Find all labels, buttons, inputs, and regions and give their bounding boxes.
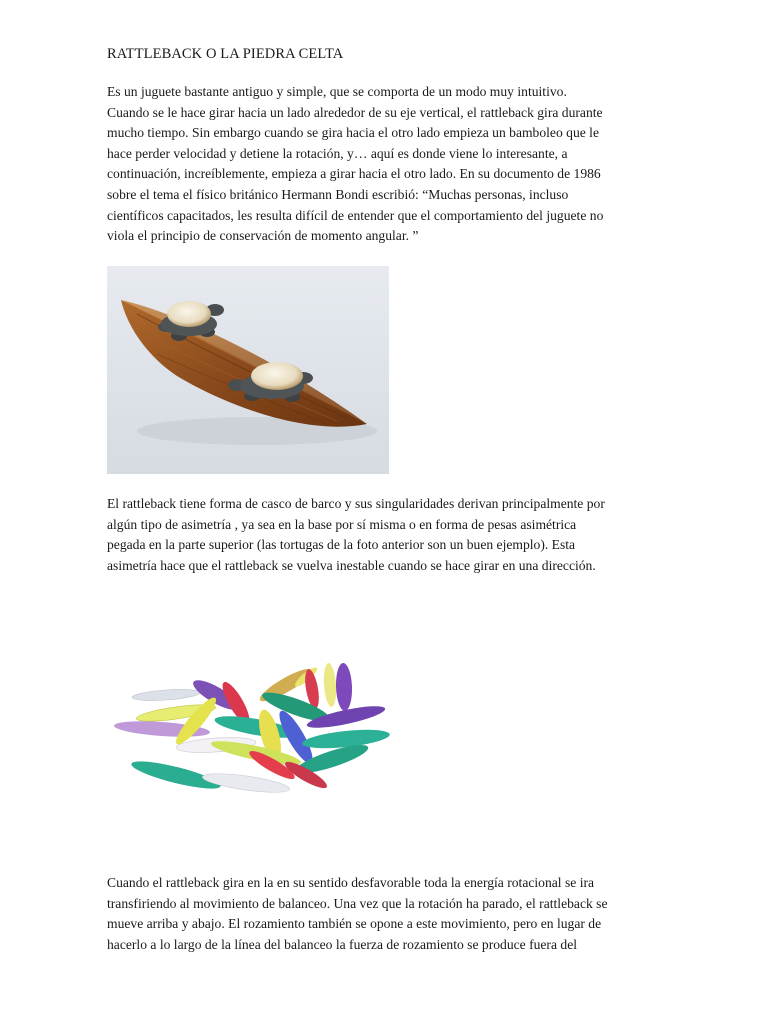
text-line: algún tipo de asimetría , ya sea en la base por sí misma o en forma de pesas asimétrica — [107, 516, 577, 532]
document-title: RATTLEBACK O LA PIEDRA CELTA — [107, 46, 344, 62]
paragraph-energy — [107, 873, 667, 955]
text-line: científicos capacitados, les resulta difícil de entender que el comportamiento del juguete no — [107, 207, 604, 223]
text-line: Cuando el rattleback gira en la en su sentido desfavorable toda la energía rotacional se ira — [107, 875, 595, 890]
paragraph-intro — [107, 82, 667, 247]
text-line: sobre el tema el físico británico Hermann Bondi escribió: “Muchas personas, incluso — [107, 186, 569, 202]
text-line: Cuando se le hace girar hacia un lado alrededor de su eje vertical, el rattleback gira durante — [107, 104, 603, 120]
text-line: El rattleback tiene forma de casco de barco y sus singularidades derivan principalmente por — [107, 496, 605, 511]
wooden-rattleback-photo — [107, 266, 389, 474]
text-line: transfiriendo al movimiento de balanceo. Una vez que la rotación ha parado, el rattleback se — [107, 895, 608, 911]
text-line: asimetría hace que el rattleback se vuelva inestable cuando se hace girar en una dirección. — [107, 557, 596, 573]
colorful-rattlebacks-photo — [106, 655, 390, 800]
text-line: hace perder velocidad y detiene la rotación, y… aquí es donde viene lo interesante, a — [107, 145, 568, 161]
text-line: mueve arriba y abajo. El rozamiento también se opone a este movimiento, pero en lugar de — [107, 916, 602, 932]
text-line: Es un juguete bastante antiguo y simple, que se comporta de un modo muy intuitivo. — [107, 84, 567, 99]
text-line: viola el principio de conservación de momento angular. ” — [107, 228, 419, 244]
text-line: continuación, increíblemente, empieza a girar hacia el otro lado. En su documento de 1986 — [107, 166, 601, 182]
text-line: hacerlo a lo largo de la línea del balanceo la fuerza de rozamiento se produce fuera del — [107, 936, 577, 952]
text-line: pegada en la parte superior (las tortugas de la foto anterior son un buen ejemplo). Esta — [107, 537, 576, 553]
text-line: mucho tiempo. Sin embargo cuando se gira hacia el otro lado empieza un bamboleo que le — [107, 125, 599, 141]
paragraph-shape — [107, 494, 667, 576]
